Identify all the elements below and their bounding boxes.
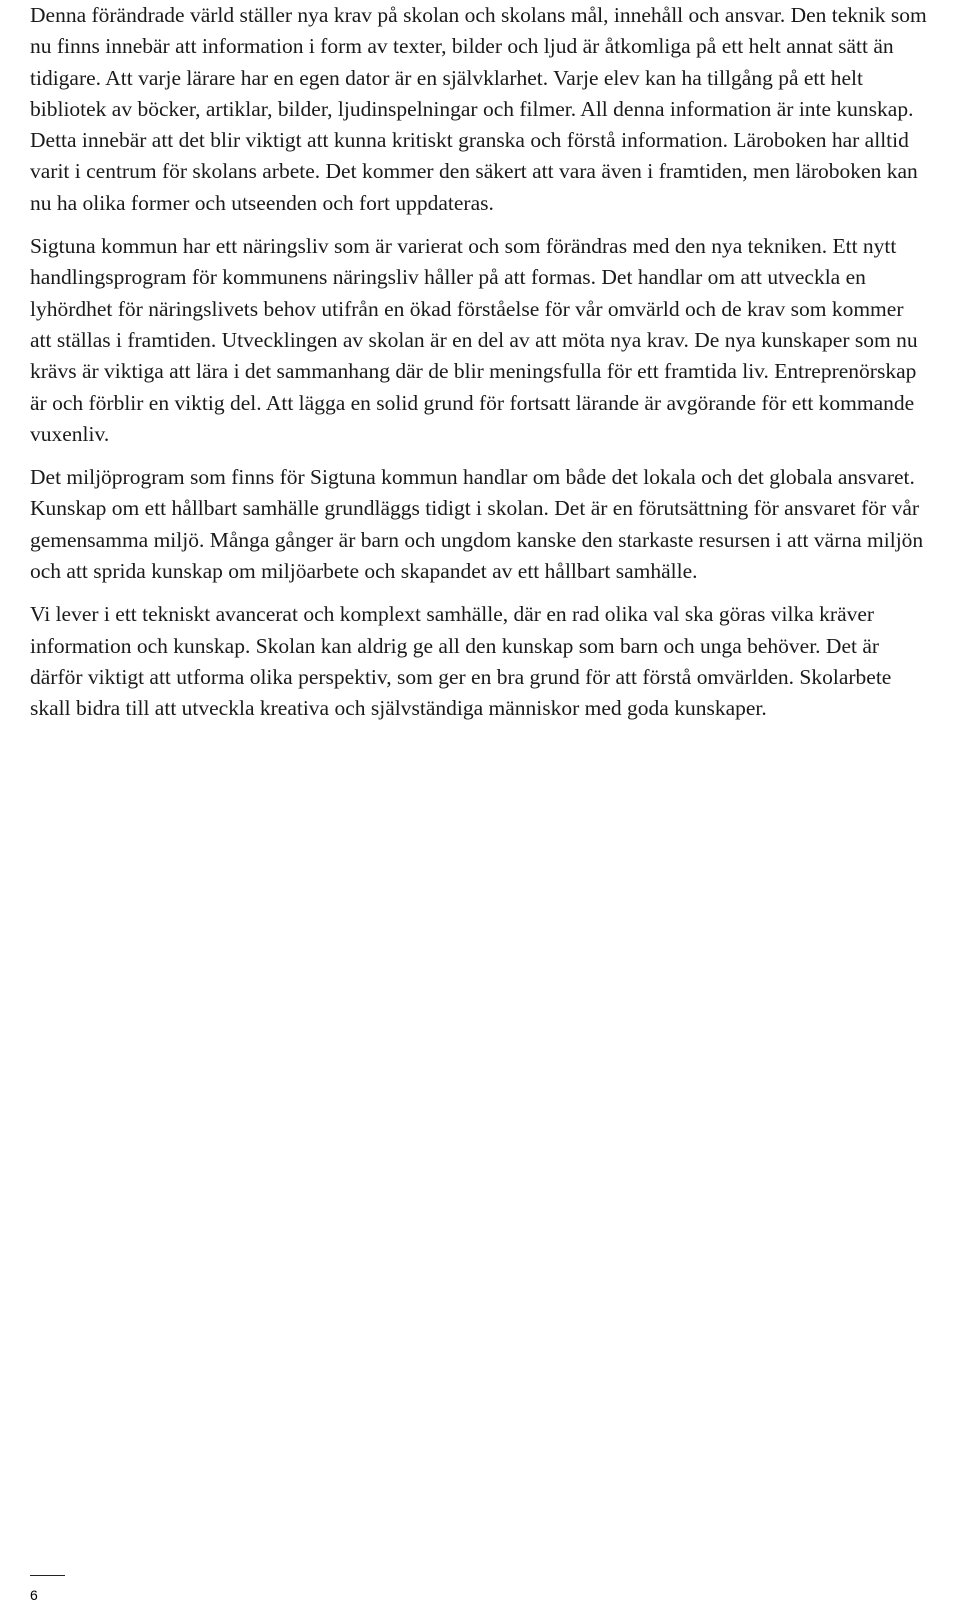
document-body — [30, 0, 930, 725]
footer-divider — [30, 1575, 65, 1576]
paragraph-new-demands: Denna förändrade värld ställer nya krav på skolan och skolans mål, innehåll och ansvar. Den teknik som nu finns innebär att information i form av texter, bilder och ljud är åtkomliga på ett helt annat sätt än tidigare. Att varje lärare har en egen dator är en självklarhet. Varje elev kan ha tillgång på ett helt bibliotek av böcker, artiklar, bilder, ljudinspelningar och filmer. All denna information är inte kunskap. Detta innebär att det blir viktigt att kunna kritiskt granska och förstå information. Läroboken har alltid varit i centrum för skolans arbete. Det kommer den säkert att vara även i framtiden, men läroboken kan nu ha olika former och utseenden och fort uppdateras. — [30, 3, 927, 215]
paragraph-environment: Det miljöprogram som finns för Sigtuna kommun handlar om både det lokala och det globala ansvaret. Kunskap om ett hållbart samhälle grundläggs tidigt i skolan. Det är en förutsättning för ansvaret för vår gemensamma miljö. Många gånger är barn och ungdom kanske den starkaste resursen i att värna miljön och att sprida kunskap om miljöarbete och skapandet av ett hållbart samhälle. — [30, 465, 924, 584]
paragraph-society: Vi lever i ett tekniskt avancerat och komplext samhälle, där en rad olika val ska göras vilka kräver information och kunskap. Skolan kan aldrig ge all den kunskap som barn och unga behöver. Det är därför viktigt att utforma olika perspektiv, som ger en bra grund för att förstå omvärlden. Skolarbete skall bidra till att utveckla kreativa och självständiga människor med goda kunskaper. — [30, 602, 892, 721]
paragraph-business: Sigtuna kommun har ett näringsliv som är varierat och som förändras med den nya tekniken. Ett nytt handlingsprogram för kommunens näringsliv håller på att formas. Det handlar om att utveckla en lyhördhet för näringslivets behov utifrån en ökad förståelse för vår omvärld och de krav som kommer att ställas i framtiden. Utvecklingen av skolan är en del av att möta nya krav. De nya kunskaper som nu krävs är viktiga att lära i det sammanhang där de blir meningsfulla för ett framtida liv. Entreprenörskap är och förblir en viktig del. Att lägga en solid grund för fortsatt lärande är avgörande för ett kommande vuxenliv. — [30, 234, 918, 446]
page-number: 6 — [30, 1587, 38, 1603]
